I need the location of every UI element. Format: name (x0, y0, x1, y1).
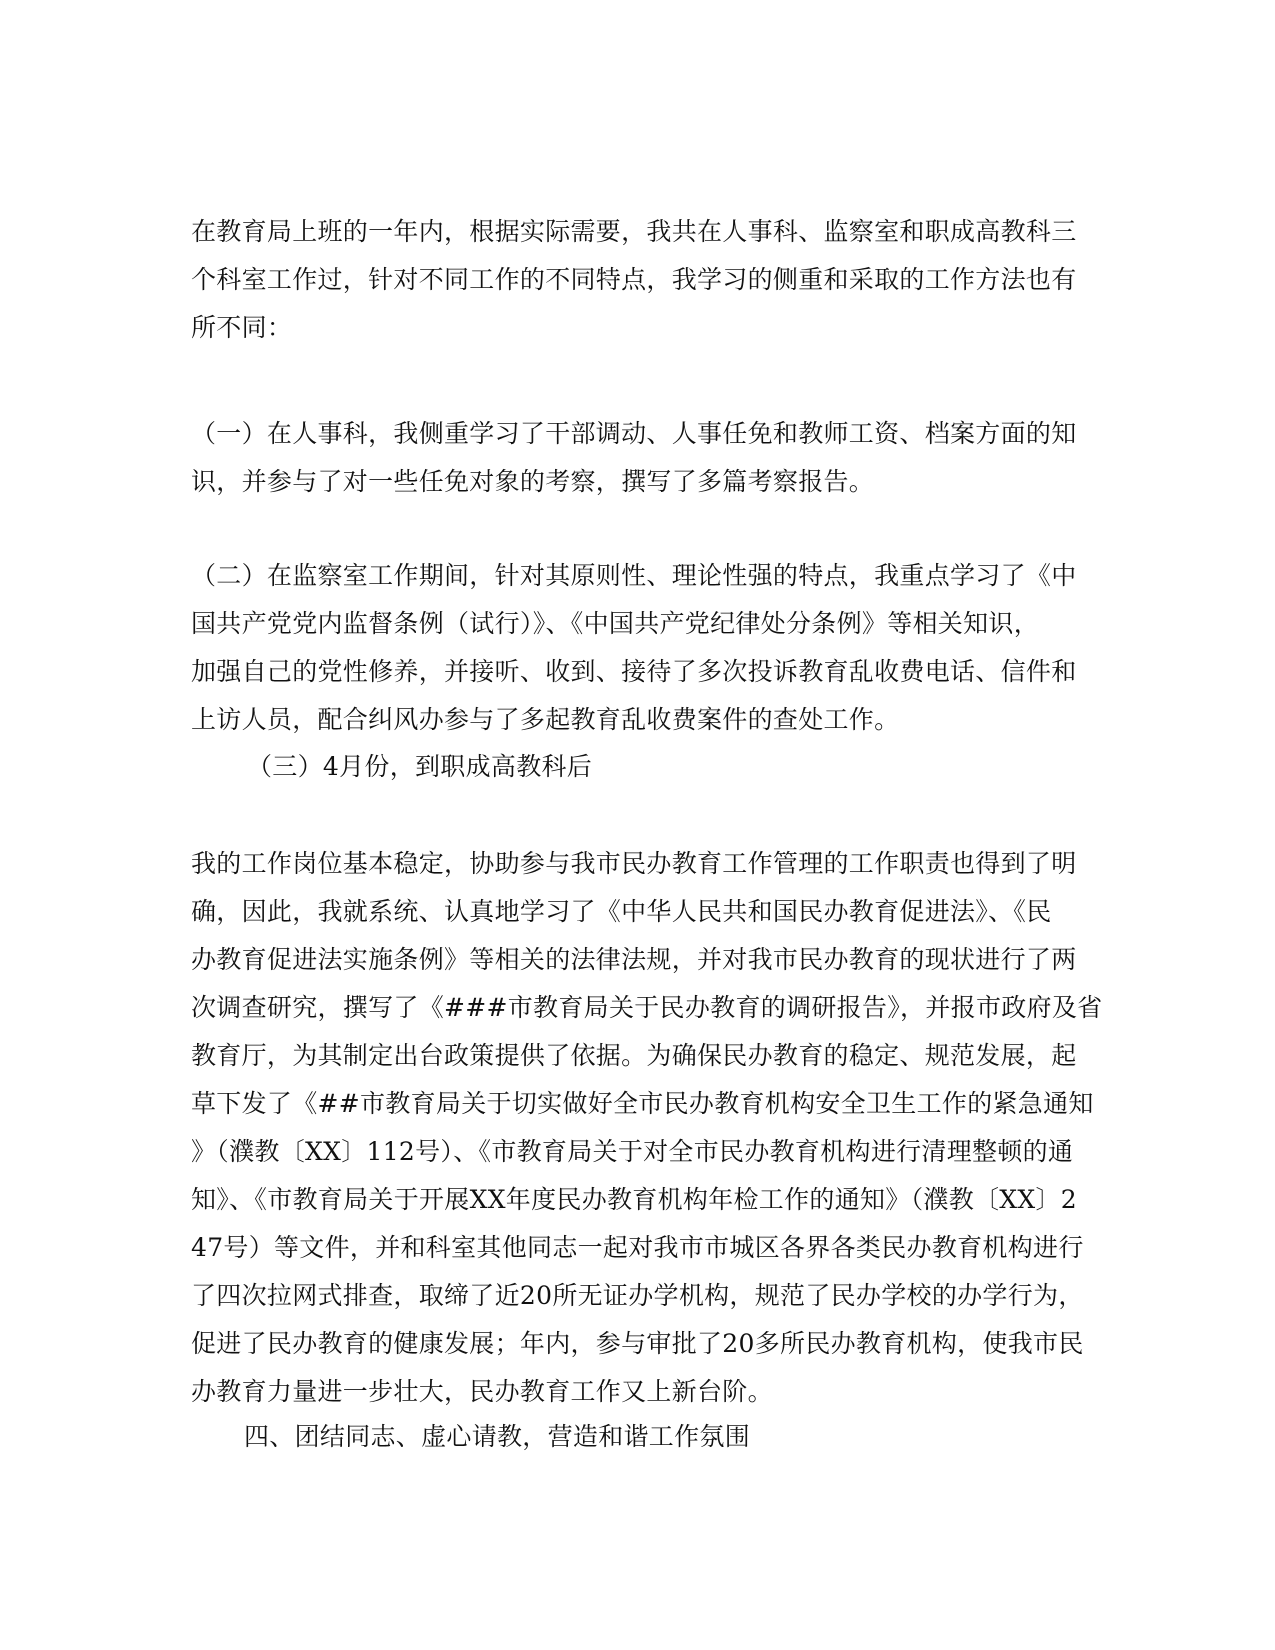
paragraph-work-overview (191, 208, 1081, 352)
paragraph-private-education (191, 840, 1103, 1416)
text-line: （一）在人事科，我侧重学习了干部调动、人事任免和教师工资、档案方面的知 (191, 419, 1077, 448)
text-line: 所不同： (191, 313, 293, 342)
text-line: 47号）等文件，并和科室其他同志一起对我市市城区各界各类民办教育机构进行 (191, 1233, 1084, 1262)
text-line: 确，因此，我就系统、认真地学习了《中华人民共和国民办教育促进法》、《民 (191, 897, 1052, 926)
text-line: 四、团结同志、虚心请教，营造和谐工作氛围 (244, 1422, 751, 1451)
text-line: 上访人员，配合纠风办参与了多起教育乱收费案件的查处工作。 (191, 705, 900, 734)
text-line: 次调查研究，撰写了《###市教育局关于民办教育的调研报告》，并报市政府及省 (191, 993, 1103, 1022)
text-line: （三）4月份，到职成高教科后 (247, 752, 593, 781)
text-line: 了四次拉网式排查，取缔了近20所无证办学机构，规范了民办学校的办学行为， (191, 1281, 1084, 1310)
text-line: 办教育促进法实施条例》等相关的法律法规，并对我市民办教育的现状进行了两 (191, 945, 1077, 974)
paragraph-supervision-section (191, 552, 1081, 744)
text-line: 办教育力量进一步壮大，民办教育工作又上新台阶。 (191, 1377, 773, 1406)
text-line: 加强自己的党性修养，并接听、收到、接待了多次投诉教育乱收费电话、信件和 (191, 657, 1077, 686)
text-line: 在教育局上班的一年内，根据实际需要，我共在人事科、监察室和职成高教科三 (191, 217, 1077, 246)
text-line: （二）在监察室工作期间，针对其原则性、理论性强的特点，我重点学习了《中 (191, 561, 1077, 590)
text-line: 知》、《市教育局关于开展XX年度民办教育机构年检工作的通知》（濮教〔XX〕2 (191, 1185, 1077, 1214)
text-line: 教育厅，为其制定出台政策提供了依据。为确保民办教育的稳定、规范发展，起 (191, 1041, 1077, 1070)
text-line: 草下发了《##市教育局关于切实做好全市民办教育机构安全卫生工作的紧急通知 (191, 1089, 1094, 1118)
text-line: 国共产党党内监督条例（试行）》、《中国共产党纪律处分条例》等相关知识， (191, 609, 1040, 638)
text-line: 》（濮教〔XX〕112号）、《市教育局关于对全市民办教育机构进行清理整顿的通 (191, 1137, 1074, 1166)
text-line: 促进了民办教育的健康发展；年内，参与审批了20多所民办教育机构，使我市民 (191, 1329, 1084, 1358)
paragraph-vocational-heading (247, 743, 1137, 791)
text-line: 个科室工作过，针对不同工作的不同特点，我学习的侧重和采取的工作方法也有 (191, 265, 1077, 294)
text-line: 我的工作岗位基本稳定，协助参与我市民办教育工作管理的工作职责也得到了明 (191, 849, 1077, 878)
text-line: 识，并参与了对一些任免对象的考察，撰写了多篇考察报告。 (191, 467, 875, 496)
section-heading-unity (244, 1413, 1134, 1461)
paragraph-personnel-section (191, 410, 1081, 506)
